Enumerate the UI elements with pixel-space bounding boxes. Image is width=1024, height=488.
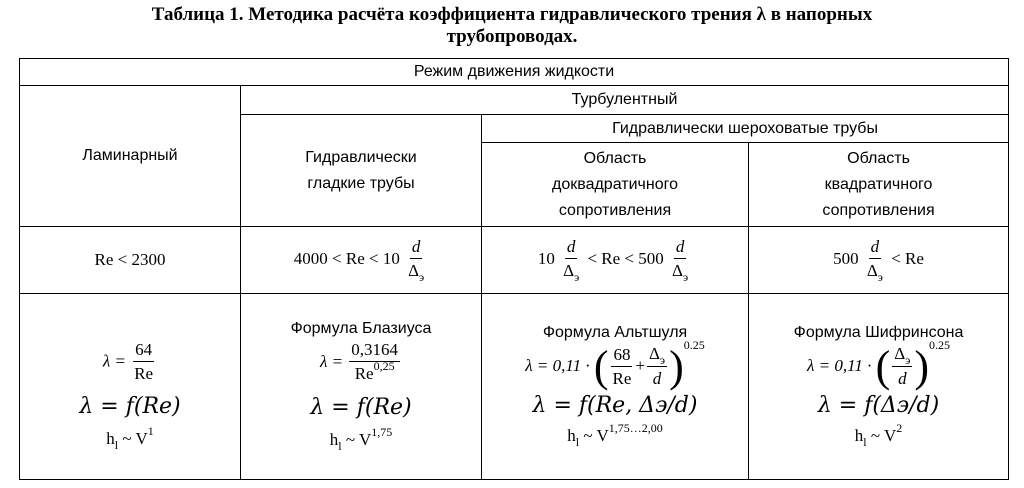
range-pre-quad-den-sub-1: э: [574, 270, 580, 284]
header-regime: Режим движения жидкости: [20, 59, 1009, 86]
range-quad-rhs: < Re: [891, 248, 924, 268]
formula-cell-pre-quadratic: [482, 294, 749, 480]
headloss-smooth: [241, 427, 481, 454]
formula-quad-n: Δ: [894, 344, 906, 363]
headloss-smooth-sup: 1,75: [371, 425, 393, 439]
headloss-laminar-sup: 1: [147, 423, 154, 438]
formula-pre-quad-d1: Re: [612, 368, 632, 388]
range-pre-quad-fraction-2: [670, 236, 690, 284]
range-smooth-num: d: [410, 236, 423, 259]
range-quad-den: Δ: [866, 261, 878, 280]
formula-pre-quad-exp: 0.25: [683, 337, 705, 352]
function-laminar: λ = f(Re): [79, 393, 181, 419]
formula-quad-lhs: λ = 0,11 ·: [807, 355, 872, 375]
formula-pre-quad-n1: 68: [611, 344, 632, 367]
formula-pre-quad: [482, 337, 748, 391]
range-pre-quad-den-sub-2: э: [682, 270, 689, 284]
friction-coefficient-table: [19, 58, 1009, 480]
headloss-pre-quad: [482, 423, 748, 450]
header-laminar: Ламинарный: [20, 86, 241, 227]
range-laminar: Re < 2300: [20, 227, 241, 294]
headloss-quad: [749, 423, 1008, 450]
header-quadratic: [749, 143, 1009, 227]
range-smooth: [241, 227, 482, 294]
header-pre-quad-line-2: доквадратичного: [552, 175, 678, 193]
formula-pre-quad-d2: d: [652, 369, 662, 388]
header-smooth-pipes: [241, 115, 482, 227]
formula-cell-quadratic: [749, 294, 1009, 480]
formula-smooth-title: Формула Блазиуса: [290, 320, 432, 337]
headloss-pre-quad-base: h: [567, 426, 576, 445]
header-pre-quad-line-1: Область: [583, 149, 647, 167]
formula-pre-quad-plus: +: [635, 355, 645, 375]
header-pre-quad-line-3: сопротивления: [558, 201, 672, 219]
caption-line-2: трубопроводах.: [446, 26, 578, 47]
headloss-laminar-mid: ~ V: [118, 428, 148, 448]
headloss-quad-base: h: [854, 426, 864, 445]
formula-smooth-den: Re: [354, 364, 374, 383]
range-smooth-fraction: [406, 236, 426, 284]
header-pre-quadratic: [482, 143, 749, 227]
range-pre-quad-a: 10: [537, 248, 555, 268]
headloss-pre-quad-sup: 1,75…2,00: [608, 421, 663, 435]
left-paren-icon: (: [593, 342, 609, 391]
formula-laminar-lhs: λ =: [102, 350, 126, 370]
formula-laminar-fraction: [132, 339, 155, 386]
formula-smooth: [241, 339, 481, 387]
range-quad-den-sub: э: [877, 270, 883, 284]
headloss-laminar-base: h: [106, 428, 115, 448]
header-rough-pipes: Гидравлически шероховатые трубы: [482, 115, 1009, 143]
formula-laminar: [20, 339, 240, 386]
headloss-smooth-mid: ~ V: [341, 430, 372, 449]
range-pre-quad-num-1: d: [565, 236, 578, 259]
header-turbulent: Турбулентный: [241, 86, 1009, 115]
formula-quad-fraction: [892, 343, 912, 391]
formula-quad-title: Формула Шифринсона: [793, 324, 964, 341]
range-pre-quad-den-2: Δ: [672, 261, 683, 280]
formula-smooth-lhs: λ =: [319, 351, 344, 371]
header-quad-line-1: Область: [847, 149, 910, 167]
formula-smooth-num: 0,3164: [349, 339, 400, 362]
function-quad: λ = f(Δэ/d): [817, 393, 940, 418]
range-quad-num: d: [869, 236, 882, 259]
range-pre-quad-den-1: Δ: [563, 261, 575, 280]
range-quad-a: 500: [833, 248, 859, 268]
formula-pre-quad-title: Формула Альтшуля: [542, 324, 688, 341]
formula-quad-n-sub: э: [905, 353, 911, 367]
headloss-laminar: [20, 423, 240, 453]
header-smooth-line-2: гладкие трубы: [307, 174, 415, 192]
range-smooth-lhs: 4000 < Re < 10: [293, 248, 400, 268]
headloss-laminar-sub: l: [114, 437, 119, 452]
formula-quad-exp: 0.25: [929, 337, 951, 352]
range-quadratic: [749, 227, 1009, 294]
range-smooth-den-sub: э: [419, 270, 425, 284]
range-pre-quadratic: [482, 227, 749, 294]
range-quad-fraction: [865, 236, 885, 284]
formula-laminar-den: Re: [134, 363, 154, 383]
right-paren-icon: ): [914, 342, 930, 391]
range-pre-quad-fraction-1: [561, 236, 581, 284]
headloss-smooth-base: h: [329, 430, 339, 449]
formula-pre-quad-fraction-1: [611, 344, 634, 391]
formula-quad: [749, 337, 1008, 391]
formula-cell-laminar: [20, 294, 241, 480]
header-quad-line-3: сопротивления: [822, 201, 935, 219]
formula-smooth-fraction: [349, 339, 400, 387]
caption-line-1: Таблица 1. Методика расчёта коэффициента гидравлического трения λ в напорных: [151, 4, 873, 25]
headloss-quad-sub: l: [863, 435, 867, 449]
header-quad-line-2: квадратичного: [824, 175, 933, 193]
header-smooth-line-1: Гидравлически: [305, 148, 417, 166]
headloss-pre-quad-sub: l: [575, 435, 580, 449]
headloss-smooth-sub: l: [338, 439, 342, 453]
headloss-pre-quad-mid: ~ V: [579, 426, 609, 445]
table-caption: [0, 4, 1024, 48]
formula-quad-d: d: [898, 369, 907, 388]
formula-pre-quad-lhs: λ = 0,11 ·: [525, 355, 590, 375]
headloss-quad-sup: 2: [896, 421, 903, 435]
formula-pre-quad-n2-sub: э: [659, 353, 666, 367]
right-paren-icon: ): [669, 342, 684, 391]
formula-pre-quad-fraction-2: [647, 343, 667, 391]
range-pre-quad-mid: < Re < 500: [587, 248, 664, 268]
formula-laminar-num: 64: [133, 339, 154, 362]
headloss-quad-mid: ~ V: [866, 426, 897, 445]
range-smooth-den: Δ: [408, 261, 420, 280]
function-smooth: λ = f(Re): [310, 395, 412, 420]
formula-smooth-den-sup: 0,25: [373, 359, 395, 373]
function-pre-quad: λ = f(Re, Δэ/d): [532, 393, 698, 418]
formula-cell-smooth: [241, 294, 482, 480]
formula-pre-quad-n2: Δ: [648, 344, 660, 363]
range-pre-quad-num-2: d: [674, 236, 687, 259]
left-paren-icon: (: [875, 342, 891, 391]
